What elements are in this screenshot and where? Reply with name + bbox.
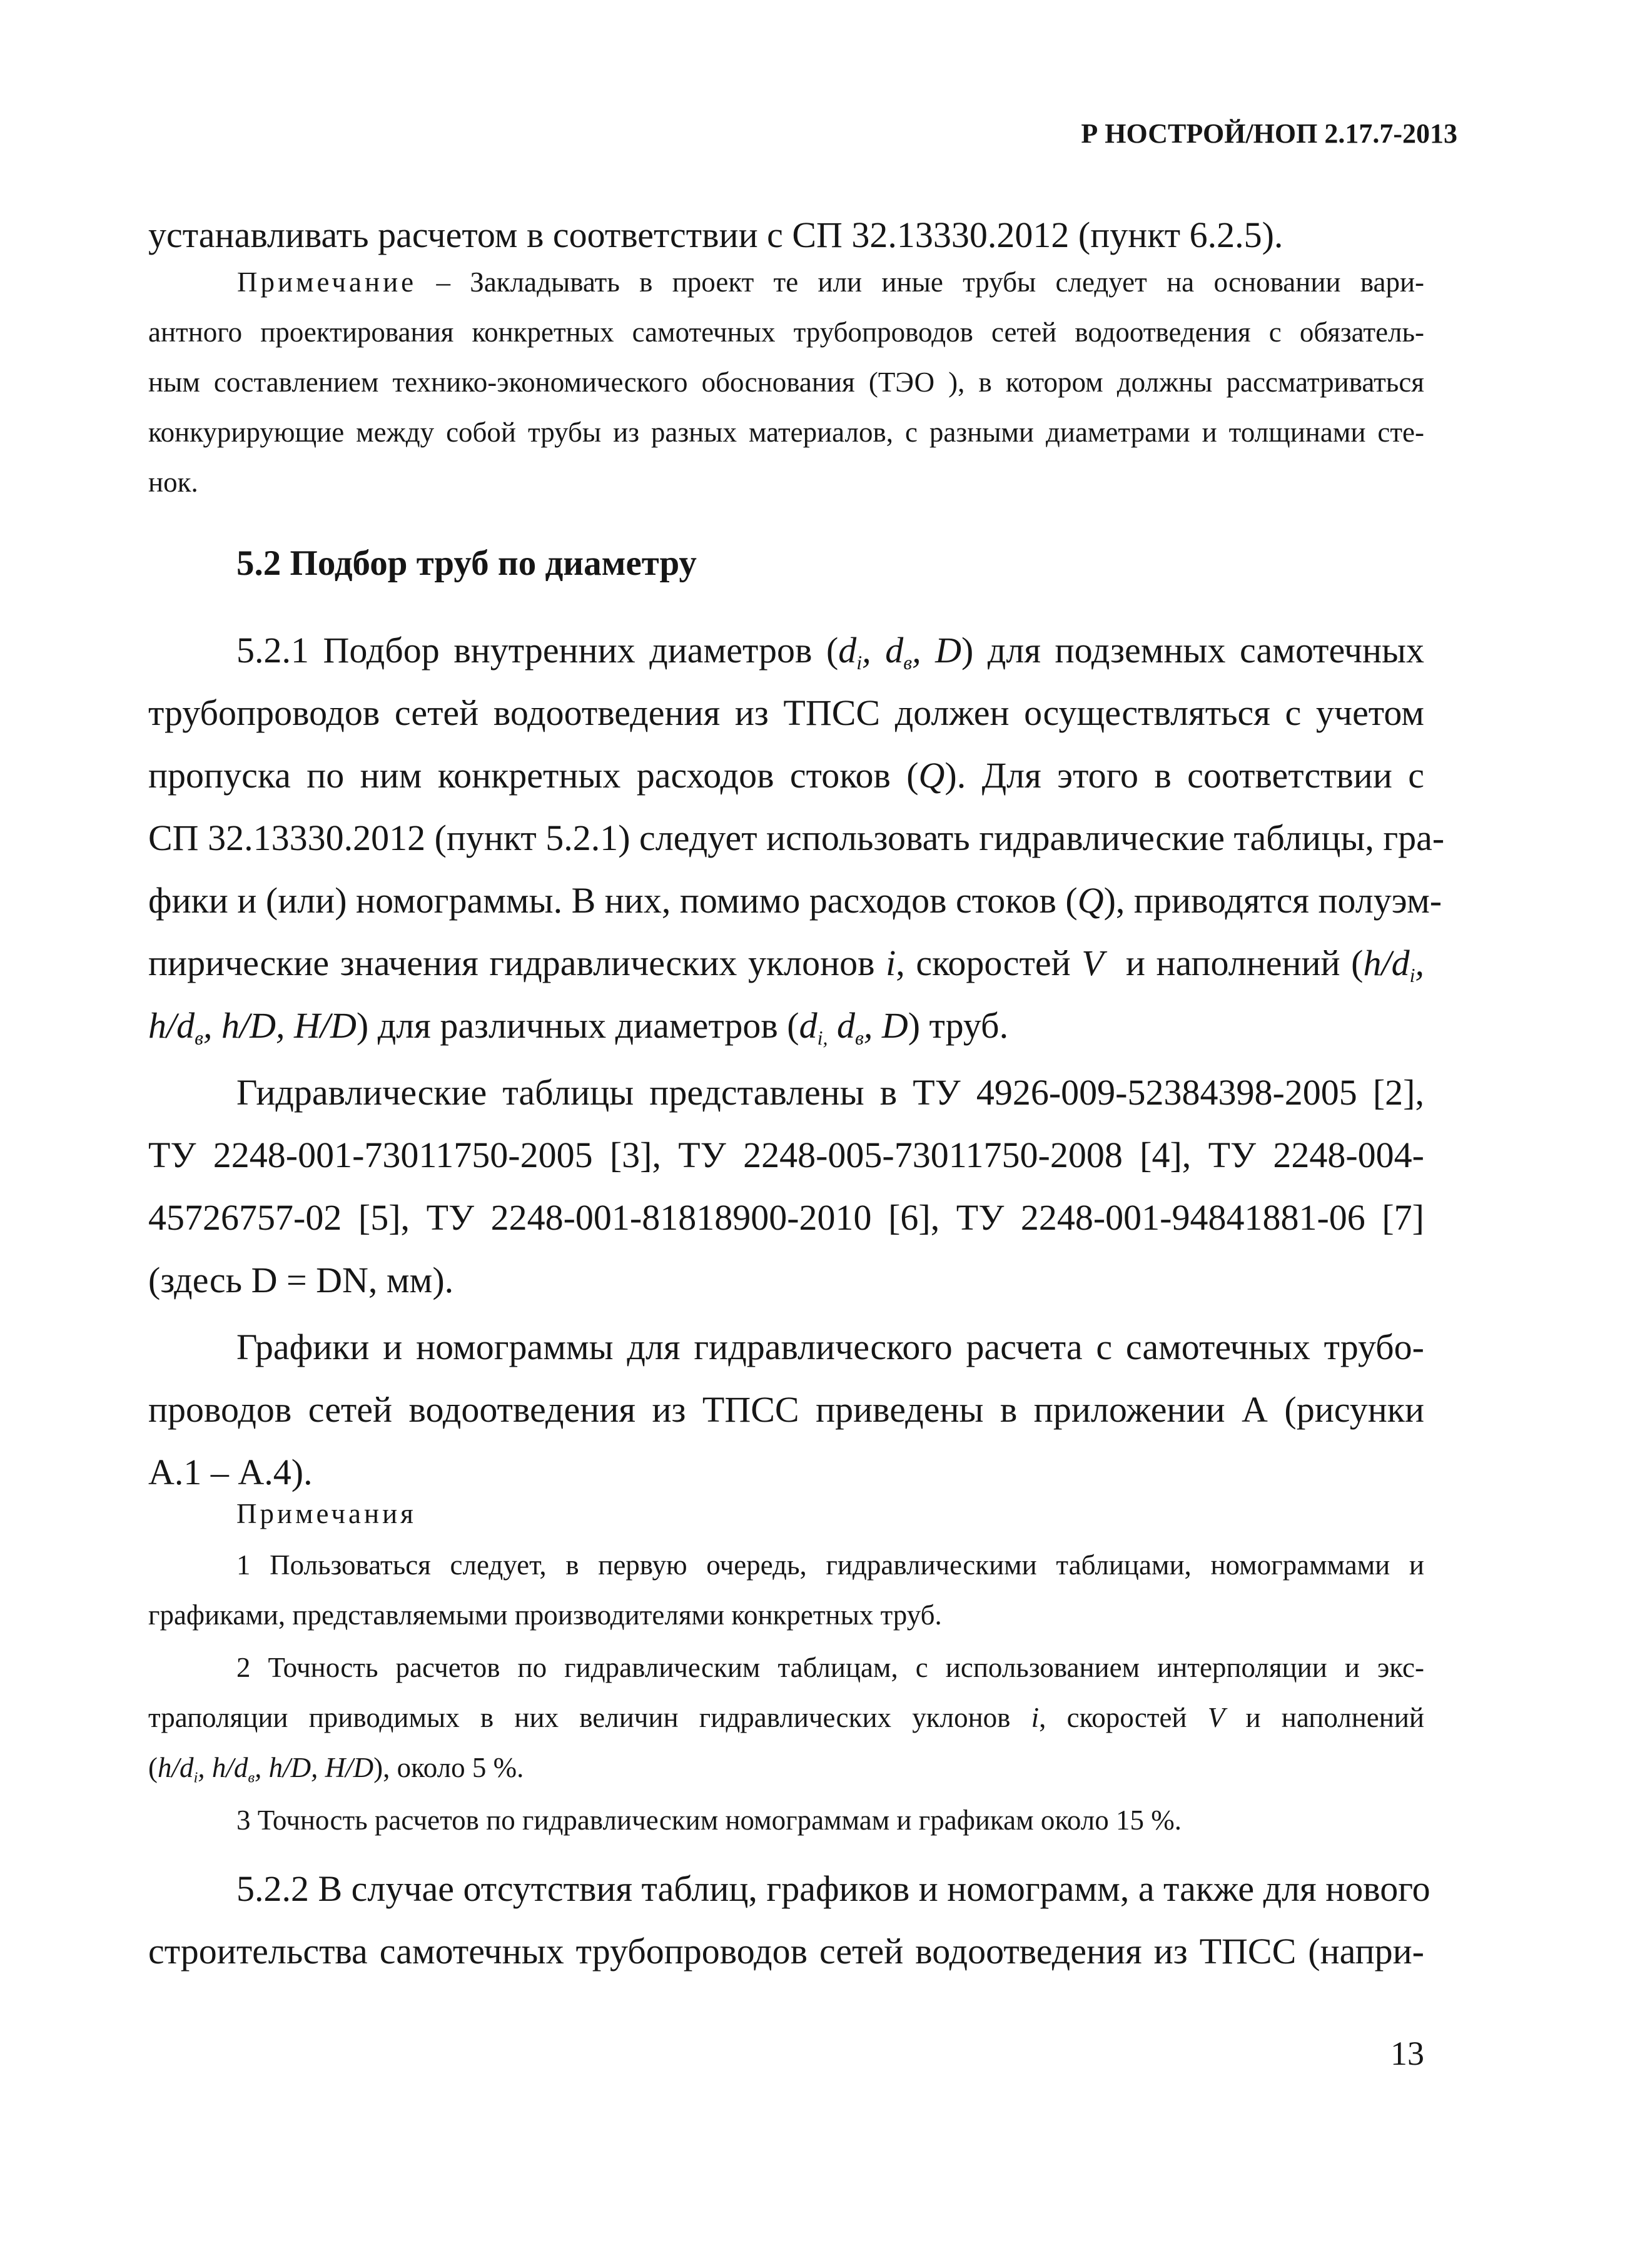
paragraph-line: А.1 – А.4). [148,1452,313,1492]
paragraph-line: ТУ 2248-001-73011750-2005 [3], ТУ 2248-005-73011750-2008 [4], ТУ 2248-004- [148,1135,1424,1175]
note-line-1: Примечание – Закладывать в проект те или иные трубы следует на основании вари- [148,266,1424,298]
notes-label: Примечания [236,1498,417,1529]
note-line: графиками, представляемыми производителями конкретных труб. [148,1599,942,1631]
paragraph-line: Графики и номограммы для гидравлического расчета с самотечных трубо- [236,1327,1424,1367]
paragraph-line: проводов сетей водоотведения из ТПСС приведены в приложении А (рисунки [148,1389,1424,1430]
paragraph-line: фики и (или) номограммы. В них, помимо расходов стоков (Q), приводятся полуэм- [148,880,1442,921]
paragraph-line: СП 32.13330.2012 (пункт 5.2.1) следует использовать гидравлические таблицы, гра- [148,818,1445,858]
paragraph-line: пропуска по ним конкретных расходов стоков (Q). Для этого в соответствии с [148,755,1425,796]
paragraph-line: 5.2.1 Подбор внутренних диаметров ($d_i$, $d_в$, D) для подземных самотечных [236,630,1425,674]
paragraph-line: 45726757-02 [5], ТУ 2248-001-81818900-2010 [6], ТУ 2248-001-94841881-06 [7] [148,1197,1424,1238]
paragraph-line: устанавливать расчетом в соответствии с СП 32.13330.2012 (пункт 6.2.5). [148,215,1283,255]
note-line-2: антного проектирования конкретных самотечных трубопроводов сетей водоотведения с обязатель- [148,316,1424,348]
note-line: 1 Пользоваться следует, в первую очередь, гидравлическими таблицами, номограммами и [236,1549,1424,1581]
note-line-4: конкурирующие между собой трубы из разных материалов, с разными диаметрами и толщинами сте- [148,417,1424,448]
paragraph-line: Гидравлические таблицы представлены в ТУ 4926-009-52384398-2005 [2], [236,1072,1424,1113]
note-line: 2 Точность расчетов по гидравлическим таблицам, с использованием интерполяции и экс- [236,1652,1424,1683]
note-line: ($h/d_i$, $h/d_в$, h/D, H/D), около 5 %. [148,1752,524,1786]
note-line: траполяции приводимых в них величин гидравлических уклонов i, скоростей V и наполнений [148,1702,1424,1733]
paragraph-line: строительства самотечных трубопроводов сетей водоотведения из ТПСС (напри- [148,1931,1424,1972]
paragraph-line: (здесь D = DN, мм). [148,1260,454,1300]
document-code-header: Р НОСТРОЙ/НОП 2.17.7-2013 [1081,118,1457,149]
section-heading: 5.2 Подбор труб по диаметру [236,544,697,583]
note-label: Примечание [237,266,417,298]
note-line: 3 Точность расчетов по гидравлическим номограммам и графикам около 15 %. [236,1805,1182,1836]
paragraph-line: $h/d_в$, h/D, H/D) для различных диаметров ($d_{i,}$ $d_в$, D) труб. [148,1005,1009,1050]
paragraph-line: 5.2.2 В случае отсутствия таблиц, графиков и номограмм, а также для нового [236,1868,1430,1909]
note-line-5: нок. [148,467,198,498]
paragraph-line: пирические значения гидравлических уклонов i, скоростей V и наполнений ($h/d_i$, [148,943,1424,987]
page-number: 13 [1390,2035,1424,2072]
note-line-3: ным составлением технико-экономического обоснования (ТЭО ), в котором должны рассматриваться [148,367,1424,398]
paragraph-line: трубопроводов сетей водоотведения из ТПСС должен осуществляться с учетом [148,692,1424,733]
